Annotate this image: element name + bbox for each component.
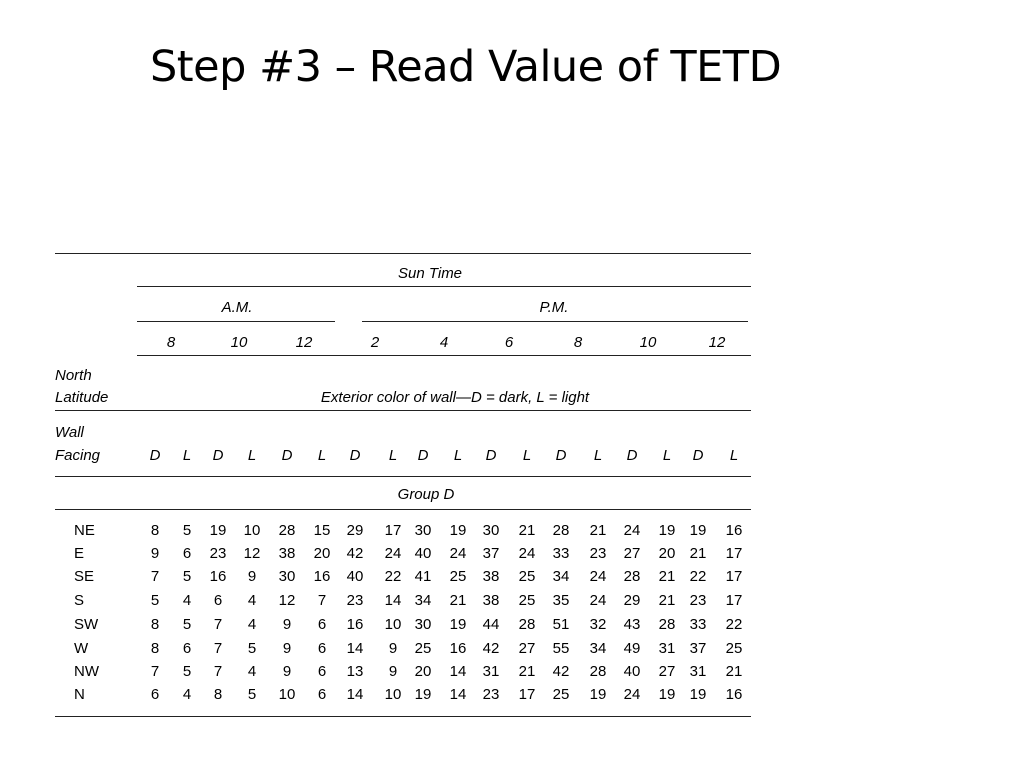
row-facing-label: SE xyxy=(74,568,95,585)
table-cell: 27 xyxy=(623,545,641,562)
table-cell: 7 xyxy=(150,663,160,680)
row-facing-label: NW xyxy=(74,663,99,680)
table-cell: 40 xyxy=(623,663,641,680)
table-cell: 8 xyxy=(150,522,160,539)
table-cell: 14 xyxy=(384,592,402,609)
table-cell: 19 xyxy=(658,522,676,539)
row-facing-label: N xyxy=(74,686,85,703)
table-cell: 38 xyxy=(482,592,500,609)
color-code-label: L xyxy=(662,447,672,464)
table-cell: 28 xyxy=(589,663,607,680)
hour-label: 4 xyxy=(439,334,449,351)
table-cell: 22 xyxy=(725,616,743,633)
table-cell: 34 xyxy=(589,640,607,657)
table-cell: 14 xyxy=(449,663,467,680)
table-cell: 9 xyxy=(388,663,398,680)
table-cell: 21 xyxy=(725,663,743,680)
table-cell: 33 xyxy=(552,545,570,562)
table-cell: 7 xyxy=(317,592,327,609)
row-facing-label: SW xyxy=(74,616,99,633)
hour-label: 12 xyxy=(295,334,313,351)
table-cell: 23 xyxy=(589,545,607,562)
table-cell: 5 xyxy=(182,616,192,633)
table-cell: 24 xyxy=(623,686,641,703)
table-cell: 10 xyxy=(384,686,402,703)
table-cell: 6 xyxy=(317,640,327,657)
color-code-label: D xyxy=(349,447,361,464)
table-cell: 21 xyxy=(589,522,607,539)
table-cell: 5 xyxy=(247,686,257,703)
group-label: Group D xyxy=(397,486,455,503)
color-code-label: L xyxy=(453,447,463,464)
table-cell: 21 xyxy=(518,663,536,680)
hour-label: 10 xyxy=(639,334,657,351)
row-facing-label: NE xyxy=(74,522,95,539)
color-code-label: D xyxy=(692,447,704,464)
table-cell: 37 xyxy=(689,640,707,657)
table-cell: 24 xyxy=(589,568,607,585)
table-cell: 19 xyxy=(209,522,227,539)
table-cell: 31 xyxy=(658,640,676,657)
table-cell: 17 xyxy=(725,545,743,562)
table-cell: 8 xyxy=(150,616,160,633)
table-cell: 16 xyxy=(313,568,331,585)
table-cell: 14 xyxy=(449,686,467,703)
table-cell: 9 xyxy=(282,616,292,633)
table-cell: 25 xyxy=(552,686,570,703)
table-cell: 4 xyxy=(247,616,257,633)
slide-title: Step #3 – Read Value of TETD xyxy=(150,42,782,92)
table-cell: 30 xyxy=(414,522,432,539)
table-cell: 9 xyxy=(388,640,398,657)
table-cell: 38 xyxy=(482,568,500,585)
hour-label: 6 xyxy=(504,334,514,351)
north-label: North xyxy=(55,367,92,384)
table-cell: 23 xyxy=(209,545,227,562)
latitude-rule xyxy=(55,410,751,411)
table-cell: 25 xyxy=(414,640,432,657)
table-cell: 20 xyxy=(313,545,331,562)
color-code-label: L xyxy=(388,447,398,464)
table-cell: 21 xyxy=(518,522,536,539)
table-cell: 30 xyxy=(278,568,296,585)
table-cell: 6 xyxy=(182,640,192,657)
table-cell: 4 xyxy=(182,592,192,609)
table-cell: 20 xyxy=(658,545,676,562)
table-cell: 7 xyxy=(213,640,223,657)
table-cell: 30 xyxy=(414,616,432,633)
table-cell: 8 xyxy=(213,686,223,703)
table-cell: 23 xyxy=(346,592,364,609)
table-cell: 28 xyxy=(658,616,676,633)
table-cell: 33 xyxy=(689,616,707,633)
table-cell: 24 xyxy=(589,592,607,609)
table-cell: 17 xyxy=(725,592,743,609)
row-facing-label: W xyxy=(74,640,89,657)
table-cell: 25 xyxy=(518,592,536,609)
color-code-label: L xyxy=(522,447,532,464)
hour-label: 2 xyxy=(370,334,380,351)
table-cell: 9 xyxy=(247,568,257,585)
table-cell: 51 xyxy=(552,616,570,633)
table-cell: 30 xyxy=(482,522,500,539)
table-cell: 5 xyxy=(182,522,192,539)
table-cell: 19 xyxy=(689,522,707,539)
table-cell: 16 xyxy=(725,686,743,703)
table-cell: 27 xyxy=(658,663,676,680)
table-cell: 23 xyxy=(689,592,707,609)
table-cell: 10 xyxy=(384,616,402,633)
table-cell: 16 xyxy=(346,616,364,633)
color-code-label: D xyxy=(626,447,638,464)
table-cell: 21 xyxy=(658,568,676,585)
table-cell: 6 xyxy=(182,545,192,562)
table-cell: 14 xyxy=(346,640,364,657)
table-cell: 21 xyxy=(658,592,676,609)
table-cell: 35 xyxy=(552,592,570,609)
color-code-label: L xyxy=(182,447,192,464)
row-facing-label: E xyxy=(74,545,85,562)
facing-label: Facing xyxy=(55,447,101,464)
pm-label: P.M. xyxy=(539,299,569,316)
table-cell: 24 xyxy=(518,545,536,562)
table-cell: 16 xyxy=(449,640,467,657)
color-code-label: D xyxy=(212,447,224,464)
table-cell: 13 xyxy=(346,663,364,680)
table-cell: 42 xyxy=(552,663,570,680)
color-code-label: L xyxy=(317,447,327,464)
sun-time-label: Sun Time xyxy=(397,265,463,282)
am-label: A.M. xyxy=(221,299,253,316)
table-cell: 31 xyxy=(482,663,500,680)
table-cell: 10 xyxy=(278,686,296,703)
wall-label: Wall xyxy=(55,424,84,441)
table-cell: 16 xyxy=(209,568,227,585)
table-bottom-rule xyxy=(55,716,751,717)
table-cell: 10 xyxy=(243,522,261,539)
color-code-label: L xyxy=(729,447,739,464)
table-cell: 42 xyxy=(346,545,364,562)
sun-time-rule xyxy=(137,286,751,287)
table-cell: 16 xyxy=(725,522,743,539)
table-cell: 23 xyxy=(482,686,500,703)
table-cell: 6 xyxy=(317,686,327,703)
table-cell: 4 xyxy=(247,663,257,680)
table-cell: 19 xyxy=(689,686,707,703)
group-rule xyxy=(55,509,751,510)
table-cell: 28 xyxy=(623,568,641,585)
table-cell: 19 xyxy=(414,686,432,703)
table-cell: 14 xyxy=(346,686,364,703)
am-rule xyxy=(137,321,335,322)
table-cell: 42 xyxy=(482,640,500,657)
exterior-color-label: Exterior color of wall—D = dark, L = light xyxy=(320,389,590,406)
table-cell: 7 xyxy=(213,616,223,633)
facing-rule xyxy=(55,476,751,477)
table-cell: 9 xyxy=(282,640,292,657)
table-cell: 34 xyxy=(552,568,570,585)
table-cell: 29 xyxy=(346,522,364,539)
table-cell: 49 xyxy=(623,640,641,657)
table-cell: 21 xyxy=(449,592,467,609)
table-cell: 41 xyxy=(414,568,432,585)
table-cell: 12 xyxy=(278,592,296,609)
table-cell: 22 xyxy=(384,568,402,585)
table-cell: 37 xyxy=(482,545,500,562)
table-top-rule xyxy=(55,253,751,254)
hour-label: 8 xyxy=(166,334,176,351)
latitude-label: Latitude xyxy=(55,389,109,406)
table-cell: 20 xyxy=(414,663,432,680)
table-cell: 7 xyxy=(213,663,223,680)
table-cell: 17 xyxy=(518,686,536,703)
table-cell: 8 xyxy=(150,640,160,657)
table-cell: 24 xyxy=(384,545,402,562)
table-cell: 44 xyxy=(482,616,500,633)
table-cell: 5 xyxy=(150,592,160,609)
hours-rule xyxy=(137,355,751,356)
table-cell: 25 xyxy=(518,568,536,585)
table-cell: 22 xyxy=(689,568,707,585)
table-cell: 5 xyxy=(182,568,192,585)
table-cell: 9 xyxy=(282,663,292,680)
table-cell: 32 xyxy=(589,616,607,633)
table-cell: 7 xyxy=(150,568,160,585)
color-code-label: L xyxy=(247,447,257,464)
color-code-label: D xyxy=(485,447,497,464)
color-code-label: L xyxy=(593,447,603,464)
table-cell: 24 xyxy=(623,522,641,539)
table-cell: 19 xyxy=(449,616,467,633)
color-code-label: D xyxy=(417,447,429,464)
table-cell: 19 xyxy=(658,686,676,703)
table-cell: 5 xyxy=(182,663,192,680)
color-code-label: D xyxy=(555,447,567,464)
table-cell: 12 xyxy=(243,545,261,562)
table-cell: 6 xyxy=(213,592,223,609)
pm-rule xyxy=(362,321,748,322)
table-cell: 40 xyxy=(414,545,432,562)
table-cell: 17 xyxy=(384,522,402,539)
color-code-label: D xyxy=(281,447,293,464)
table-cell: 6 xyxy=(317,663,327,680)
table-cell: 28 xyxy=(552,522,570,539)
table-cell: 38 xyxy=(278,545,296,562)
table-cell: 28 xyxy=(518,616,536,633)
table-cell: 17 xyxy=(725,568,743,585)
table-cell: 25 xyxy=(725,640,743,657)
row-facing-label: S xyxy=(74,592,85,609)
table-cell: 43 xyxy=(623,616,641,633)
table-cell: 6 xyxy=(150,686,160,703)
table-cell: 15 xyxy=(313,522,331,539)
table-cell: 19 xyxy=(449,522,467,539)
hour-label: 10 xyxy=(230,334,248,351)
table-cell: 40 xyxy=(346,568,364,585)
table-cell: 27 xyxy=(518,640,536,657)
table-cell: 25 xyxy=(449,568,467,585)
table-cell: 28 xyxy=(278,522,296,539)
table-cell: 34 xyxy=(414,592,432,609)
table-cell: 55 xyxy=(552,640,570,657)
table-cell: 24 xyxy=(449,545,467,562)
table-cell: 6 xyxy=(317,616,327,633)
table-cell: 4 xyxy=(182,686,192,703)
table-cell: 21 xyxy=(689,545,707,562)
table-cell: 5 xyxy=(247,640,257,657)
table-cell: 9 xyxy=(150,545,160,562)
table-cell: 4 xyxy=(247,592,257,609)
table-cell: 29 xyxy=(623,592,641,609)
hour-label: 8 xyxy=(573,334,583,351)
hour-label: 12 xyxy=(708,334,726,351)
table-cell: 19 xyxy=(589,686,607,703)
table-cell: 31 xyxy=(689,663,707,680)
color-code-label: D xyxy=(149,447,161,464)
